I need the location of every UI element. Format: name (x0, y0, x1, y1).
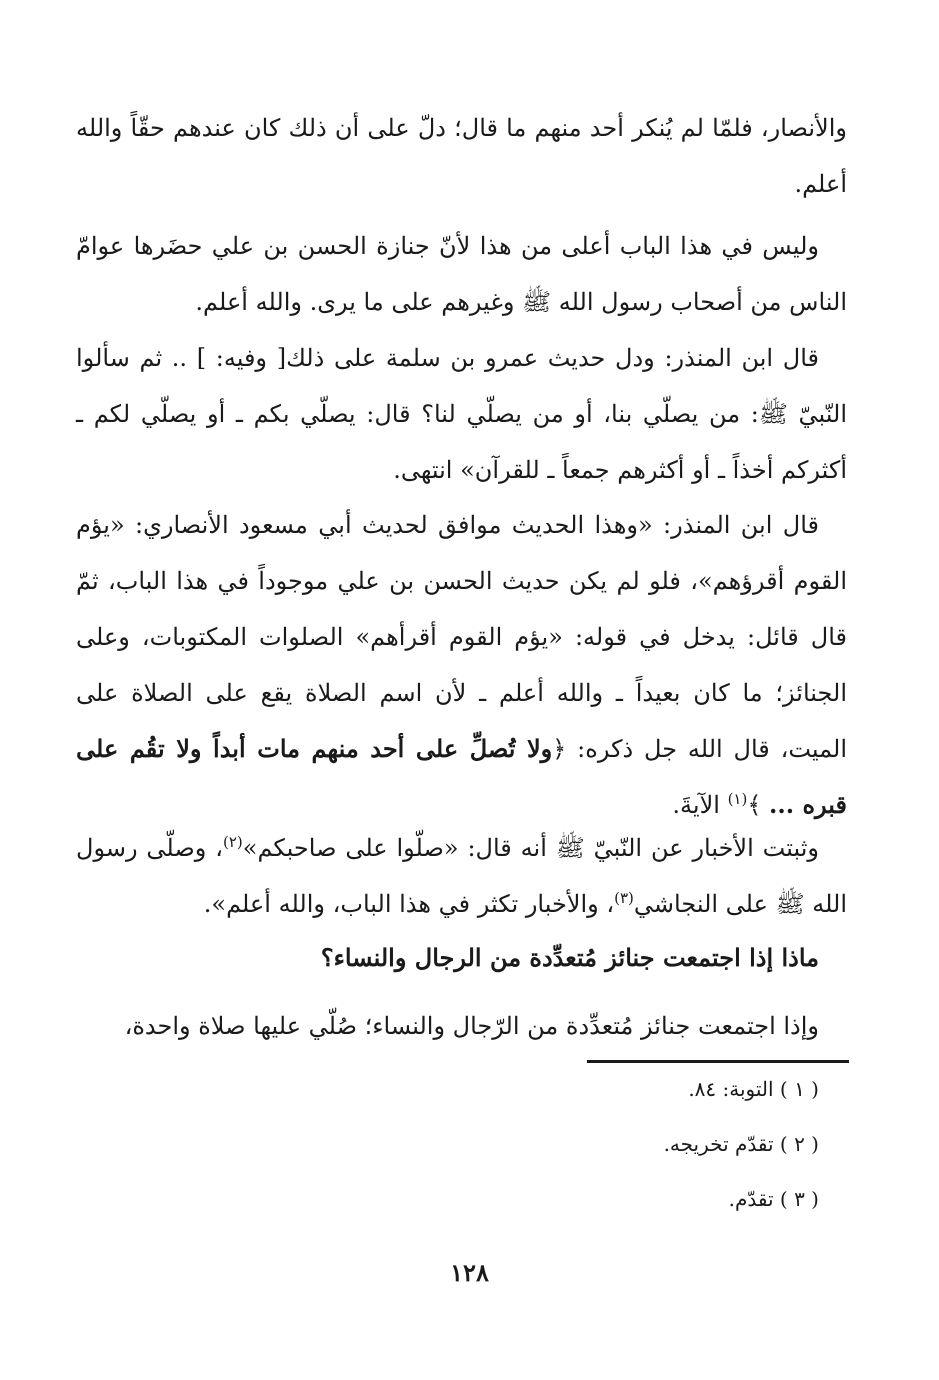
footnote-2: ( ٢ ) تقدّم تخريجه. (663, 1132, 819, 1156)
footnote-ref-1: (١) (727, 790, 748, 808)
section-heading: ماذا إذا اجتمعت جنائز مُتعدِّدة من الرجال والنساء؟ (320, 943, 819, 972)
paragraph-5-part-c: ، والأخبار تكثر في هذا الباب، والله أعلم». (203, 890, 615, 918)
paragraph-5 (76, 820, 847, 932)
paragraph-2-block (76, 218, 847, 330)
footnote-3: ( ٣ ) تقدّم. (728, 1187, 819, 1211)
paragraph-6: وإذا اجتمعت جنائز مُتعدِّدة من الرّجال والنساء؛ صُلّي عليها صلاة واحدة، (124, 1012, 819, 1040)
paragraph-6-block (76, 998, 847, 1054)
paragraph-1-block (76, 100, 847, 212)
page-number: ١٢٨ (450, 1258, 489, 1287)
paragraph-3: قال ابن المنذر: ودل حديث عمرو بن سلمة على ذلك[ وفيه: ] .. ثم سألوا النّبيّ ﷺ: من يصلّي بنا، أو من يصلّي لنا؟ قال: يصلّي بكم ـ أو يصلّي لكم ـ أكثركم أخذاً ـ أو أكثرهم جمعاً ـ للقرآن» انتهى. (76, 344, 847, 484)
footnote-1: ( ١ ) التوبة: ٨٤. (688, 1077, 819, 1101)
paragraph-5-part-b: ، وصلّى رسول الله ﷺ على النجاشي (76, 834, 847, 918)
paragraph-4-end: الآيةَ. (672, 791, 728, 819)
paragraph-1: والأنصار، فلمّا لم يُنكر أحد منهم ما قال؛ دلّ على أن ذلك كان عندهم حقّاً والله أعلم. (76, 114, 847, 198)
paragraph-5-block (76, 820, 847, 932)
footnote-separator (587, 1060, 849, 1063)
paragraph-2: وليس في هذا الباب أعلى من هذا لأنّ جنازة الحسن بن علي حضَرها عوامّ الناس من أصحاب رسول الله ﷺ وغيرهم على ما يرى. والله أعلم. (76, 232, 847, 316)
paragraph-4-text: قال ابن المنذر: «وهذا الحديث موافق لحديث أبي مسعود الأنصاري: «يؤم القوم أقرؤهم»، فلو لم يكن حديث الحسن بن علي موجوداً في هذا الباب، ثمّ قال قائل: يدخل في قوله: «يؤم القوم أقرأهم» الصلوات المكتوبات، وعلى الجنائز؛ ما كان بعيداً ـ والله أعلم ـ لأن اسم الصلاة يقع على الصلاة على الميت، قال الله جل ذكره: ﴿ (76, 511, 847, 763)
paragraph-3-block (76, 330, 847, 498)
paragraph-4-block (76, 497, 847, 833)
quran-quote: ولا تُصلِّ على أحد منهم مات أبداً ولا تقُم على قبره ... (76, 734, 847, 819)
quran-close-bracket: ﴾ (747, 791, 770, 819)
footnote-ref-2: (٢) (222, 833, 243, 851)
paragraph-5-part-a: وثبتت الأخبار عن النّبيّ ﷺ أنه قال: «صلّوا على صاحبكم» (242, 834, 819, 862)
footnote-ref-3: (٣) (614, 889, 634, 907)
paragraph-4 (76, 497, 847, 833)
